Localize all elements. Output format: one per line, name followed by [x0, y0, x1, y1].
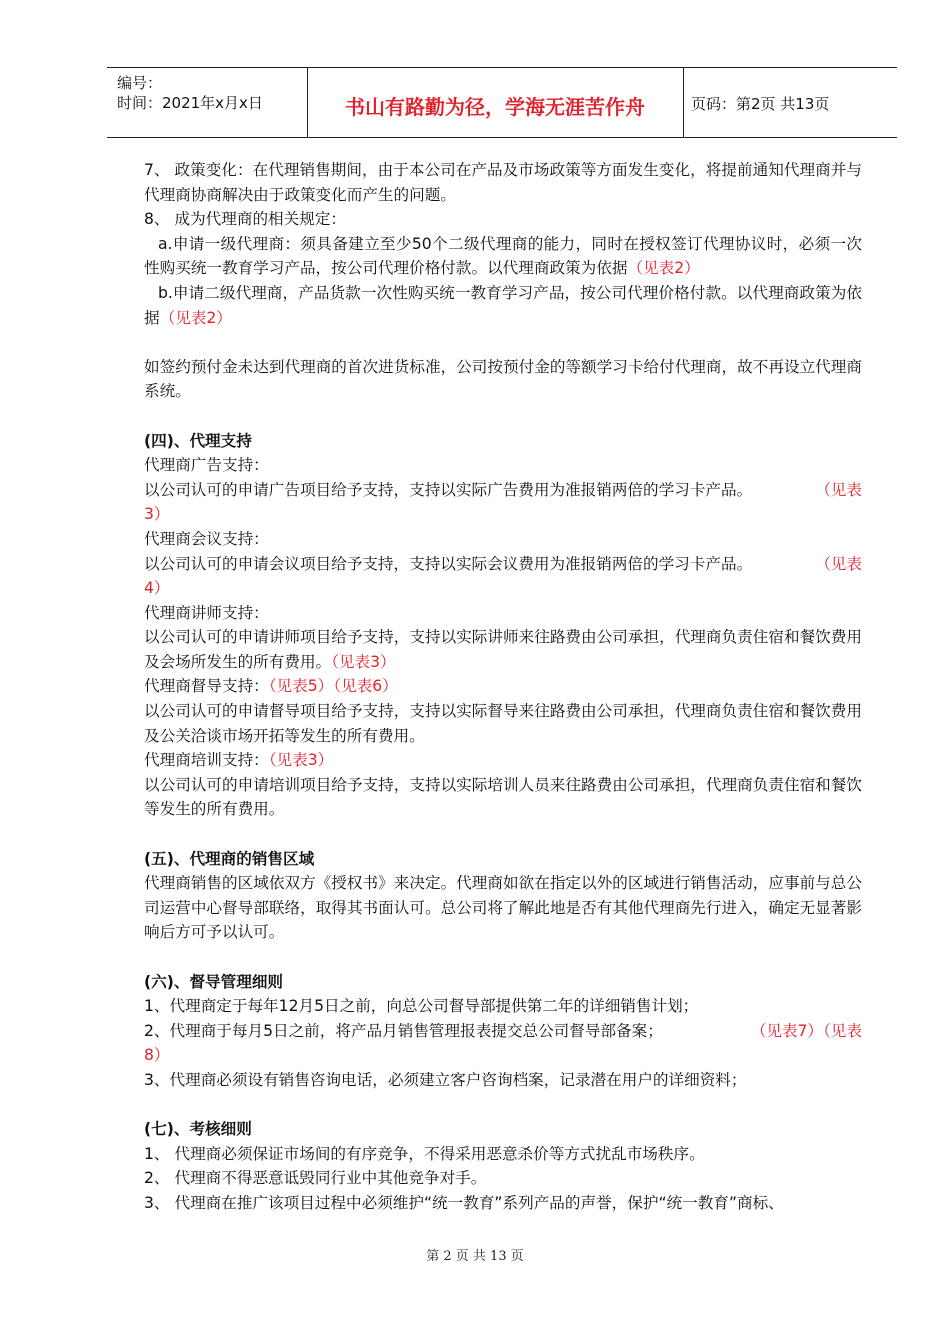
- header-info-cell: [107, 68, 308, 137]
- code-label: 编号：: [117, 74, 163, 92]
- item-8b-ref: （见表2）: [159, 308, 232, 327]
- section-6-item-3: 3、代理商必须设有销售咨询电话，必须建立客户咨询档案，记录潜在用户的详细资料；: [144, 1070, 747, 1089]
- section-5-title: (五)、代理商的销售区域: [144, 849, 315, 868]
- item-8a-text: a.申请一级代理商：须具备建立至少50个二级代理商的能力，同时在授权签订代理协议时，必须一次性购买统一教育学习产品，按公司代理价格付款。以代理商政策为依据: [144, 234, 862, 278]
- section-6-item-2-ref-a: （见表7）（见表: [750, 1021, 862, 1040]
- meeting-support-label: 代理商会议支持：: [144, 529, 269, 548]
- meeting-support-text: 以公司认可的申请会议项目给予支持，支持以实际会议费用为准报销两倍的学习卡产品。 （见表: [144, 552, 862, 577]
- section-6-item-1: 1、代理商定于每年12月5日之前，向总公司督导部提供第二年的详细销售计划；: [144, 997, 699, 1016]
- header-motto-cell: [307, 68, 684, 137]
- page-code: 页码：第2页 共13页: [691, 95, 830, 113]
- item-8: 8、 成为代理商的相关规定：: [144, 210, 347, 229]
- section-6-item-2-ref-b: 8）: [144, 1046, 170, 1065]
- item-7: 7、 政策变化：在代理销售期间，由于本公司在产品及市场政策等方面发生变化，将提前通知代理商并与代理商协商解决由于政策变化而产生的问题。: [144, 161, 862, 204]
- training-support-label: 代理商培训支持：（见表3）: [144, 751, 334, 770]
- motto: 书山有路勤为径，学海无涯苦作舟: [345, 95, 645, 119]
- lecturer-support-label: 代理商讲师支持：: [144, 603, 269, 622]
- lecturer-support-text: 以公司认可的申请讲师项目给予支持，支持以实际讲师来往路费由公司承担，代理商负责住宿和餐饮费用及会场所发生的所有费用。（见表3）: [144, 628, 862, 671]
- ad-support-text: 以公司认可的申请广告项目给予支持，支持以实际广告费用为准报销两倍的学习卡产品。 （见表: [144, 478, 862, 503]
- meeting-support-ref-a: （见表: [815, 554, 862, 573]
- section-6-item-2: 2、代理商于每月5日之前，将产品月销售管理报表提交总公司督导部备案； （见表7）（见表: [144, 1019, 862, 1044]
- prepay-note: 如签约预付金未达到代理商的首次进货标准，公司按预付金的等额学习卡给付代理商，故不再设立代理商系统。: [144, 357, 862, 401]
- document-body: [144, 158, 862, 1216]
- supervision-support-label: 代理商督导支持：（见表5）（见表6）: [144, 677, 398, 696]
- item-8a: [144, 232, 862, 281]
- item-8a-ref: （见表2）: [627, 259, 700, 278]
- section-4-title: (四)、代理支持: [144, 431, 252, 450]
- document-header: [107, 67, 897, 138]
- supervision-support-text: 以公司认可的申请督导项目给予支持，支持以实际督导来往路费由公司承担，代理商负责住宿和餐饮费用及公关洽谈市场开拓等发生的所有费用。: [144, 702, 862, 745]
- ad-support-ref-b: 3）: [144, 505, 170, 524]
- item-8b-text: b.申请二级代理商，产品货款一次性购买统一教育学习产品，按公司代理价格付款。以代理商政策为依据: [144, 283, 862, 327]
- section-7-item-2: 2、 代理商不得恶意诋毁同行业中其他竞争对手。: [144, 1169, 487, 1188]
- header-page-cell: [683, 68, 897, 137]
- training-support-text: 以公司认可的申请培训项目给予支持，支持以实际培训人员来往路费由公司承担，代理商负责住宿和餐饮等发生的所有费用。: [144, 775, 862, 819]
- section-5-text: 代理商销售的区域依双方《授权书》来决定。代理商如欲在指定以外的区域进行销售活动，应事前与总公司运营中心督导部联络，取得其书面认可。总公司将了解此地是否有其他代理商先行进入，确定无显著影响后方可予以认可。: [144, 874, 862, 942]
- supervision-support-ref: （见表5）（见表6）: [268, 677, 398, 696]
- ad-support-ref-a: （见表: [815, 480, 862, 499]
- ad-support-label: 代理商广告支持：: [144, 456, 269, 475]
- meeting-support-ref-b: 4）: [144, 579, 170, 598]
- section-7-item-1: 1、 代理商必须保证市场间的有序竞争，不得采用恶意杀价等方式扰乱市场秩序。: [144, 1144, 705, 1163]
- page-footer: 第 2 页 共 13 页: [426, 1249, 524, 1264]
- section-7-title: (七)、考核细则: [144, 1120, 252, 1139]
- time-label: 时间：2021年x月x日: [117, 94, 263, 112]
- section-7-item-3: 3、 代理商在推广该项目过程中必须维护“统一教育”系列产品的声誉，保护“统一教育”商标、: [144, 1193, 784, 1212]
- lecturer-support-ref: （见表3）: [331, 652, 396, 671]
- section-6-title: (六)、督导管理细则: [144, 972, 284, 991]
- training-support-ref: （见表3）: [268, 751, 334, 770]
- item-8b: [144, 281, 862, 330]
